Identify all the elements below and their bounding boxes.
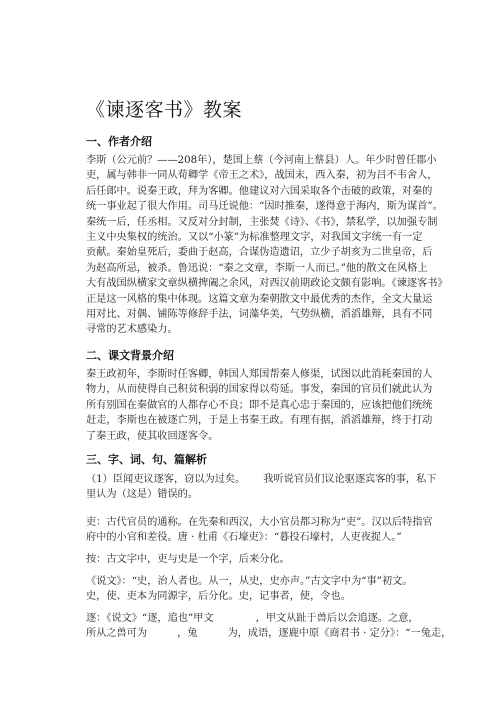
text-line: 后任郎中。说秦王政，拜为客卿。他建议对六国采取各个击破的政策，对秦的 [86, 185, 433, 197]
text-line: 主义中央集权的统治。又以“小篆”为标准整理文字，对我国文字统一有一定 [86, 232, 423, 244]
text-line: 吏：古代官员的通称。在先秦和西汉，大小官员都习称为“吏”。汉以后特指官 [86, 517, 433, 528]
text-line: 统一事业起了很大作用。司马迁说他：“因时推秦，遂得意于海内，斯为谋首”。 [86, 201, 443, 213]
text-line [86, 472, 437, 487]
text-line [86, 611, 426, 626]
text-run: 为 [227, 628, 238, 640]
document-title: 《谏逐客书》教案 [86, 99, 243, 121]
text-line: 正是这一风格的集中体现。这篇文章为秦朝散文中最优秀的杰作，全文大量运 [86, 293, 433, 305]
text-line: 用对比、对偶、铺陈等修辞手法，词藻华美，气势纵横，滔滔雄辩，具有不同 [86, 309, 433, 321]
text-line: 赶走，李斯也在被逐亡列，于是上书秦王政。有理有据，滔滔雄辩，终于打动 [86, 415, 433, 427]
text-run: 所从之兽可为 [86, 628, 148, 640]
text-run: ，甲文从趾于兽后以会追逐。之意， [255, 613, 419, 624]
section-heading-analysis: 三、字、词、句、篇解析 [86, 453, 207, 466]
analysis-paragraph-1 [86, 472, 437, 503]
text-line: 按：古文字中，吏与史是一个字，后来分化。 [86, 554, 290, 565]
text-line: 寻常的艺术感染力。 [86, 324, 178, 336]
text-line: 所有别国在秦做官的人都存心不良；即不是真心忠于秦国的，应该把他们统统 [86, 399, 433, 411]
text-line: 吏，属与韩非一同从荀卿学《帝王之术》，战国末，西入秦，初为吕不韦舍人， [86, 170, 438, 182]
text-line: 秦统一后，任丞相。又反对分封制，主张焚《诗》、《书》，禁私学，以加强专制 [86, 216, 438, 228]
text-line: 府中的小官和差役。唐 · 杜甫《石壕吏》：“暮投石壕村，人吏夜捉人。” [86, 532, 402, 544]
analysis-paragraph-4 [86, 574, 426, 605]
text-line: 了秦王政，使其收回逐客令。 [86, 430, 219, 442]
text-run: 我听说官员们议论驱逐宾客的事，私下 [263, 474, 437, 485]
analysis-paragraph-2 [86, 515, 433, 546]
text-line: 《说文》：“史，治人者也。从一，从史，史亦声。”古文字中为“事”初文。 [86, 576, 413, 587]
text-run: ，兔 [177, 628, 198, 640]
text-run: 逐：《说文》“逐，追也”甲文 [86, 613, 214, 624]
text-run: （1）臣闻吏议逐客，窃以为过矣。 [86, 474, 246, 485]
text-line: 物力，从而使得自己积贫积弱的国家得以苟延。事发，秦国的官员们就此认为 [86, 384, 433, 396]
text-run: ，成语，逐鹿中原《商君书 · 定分》：“一兔走， [237, 628, 452, 640]
text-line: 秦王政初年，李斯时任客卿，韩国人郑国帮秦人修渠，试图以此消耗秦国的人 [86, 369, 433, 380]
author-intro-paragraph [86, 153, 448, 338]
analysis-paragraph-5 [86, 611, 452, 642]
text-line: 里认为（这是）错误的。 [86, 489, 199, 501]
text-line: 大有战国纵横家文章纵横捭阖之余风，对西汉前期政论文颇有影响。《谏逐客书》 [86, 278, 448, 290]
text-line: 史，使、吏本为同源字，后分化。史，记事者，使，令也。 [86, 591, 351, 603]
section-heading-author: 一、作者介绍 [86, 135, 152, 148]
background-paragraph [86, 367, 433, 444]
section-heading-background: 二、课文背景介绍 [86, 349, 174, 362]
text-line [86, 626, 452, 641]
text-line: 李斯（公元前？——208年），楚国上蔡（今河南上蔡县）人。年少时曾任郡小 [86, 155, 437, 166]
text-line: 贡献。秦始皇死后，委曲于赵高，合谋伪造遗诏，立少子胡亥为二世皇帝，后 [86, 247, 433, 259]
analysis-paragraph-3 [86, 552, 426, 567]
text-line: 为赵高所忌，被杀。鲁迅说：“秦之文章，李斯一人而已。”他的散文在风格上 [86, 262, 428, 274]
